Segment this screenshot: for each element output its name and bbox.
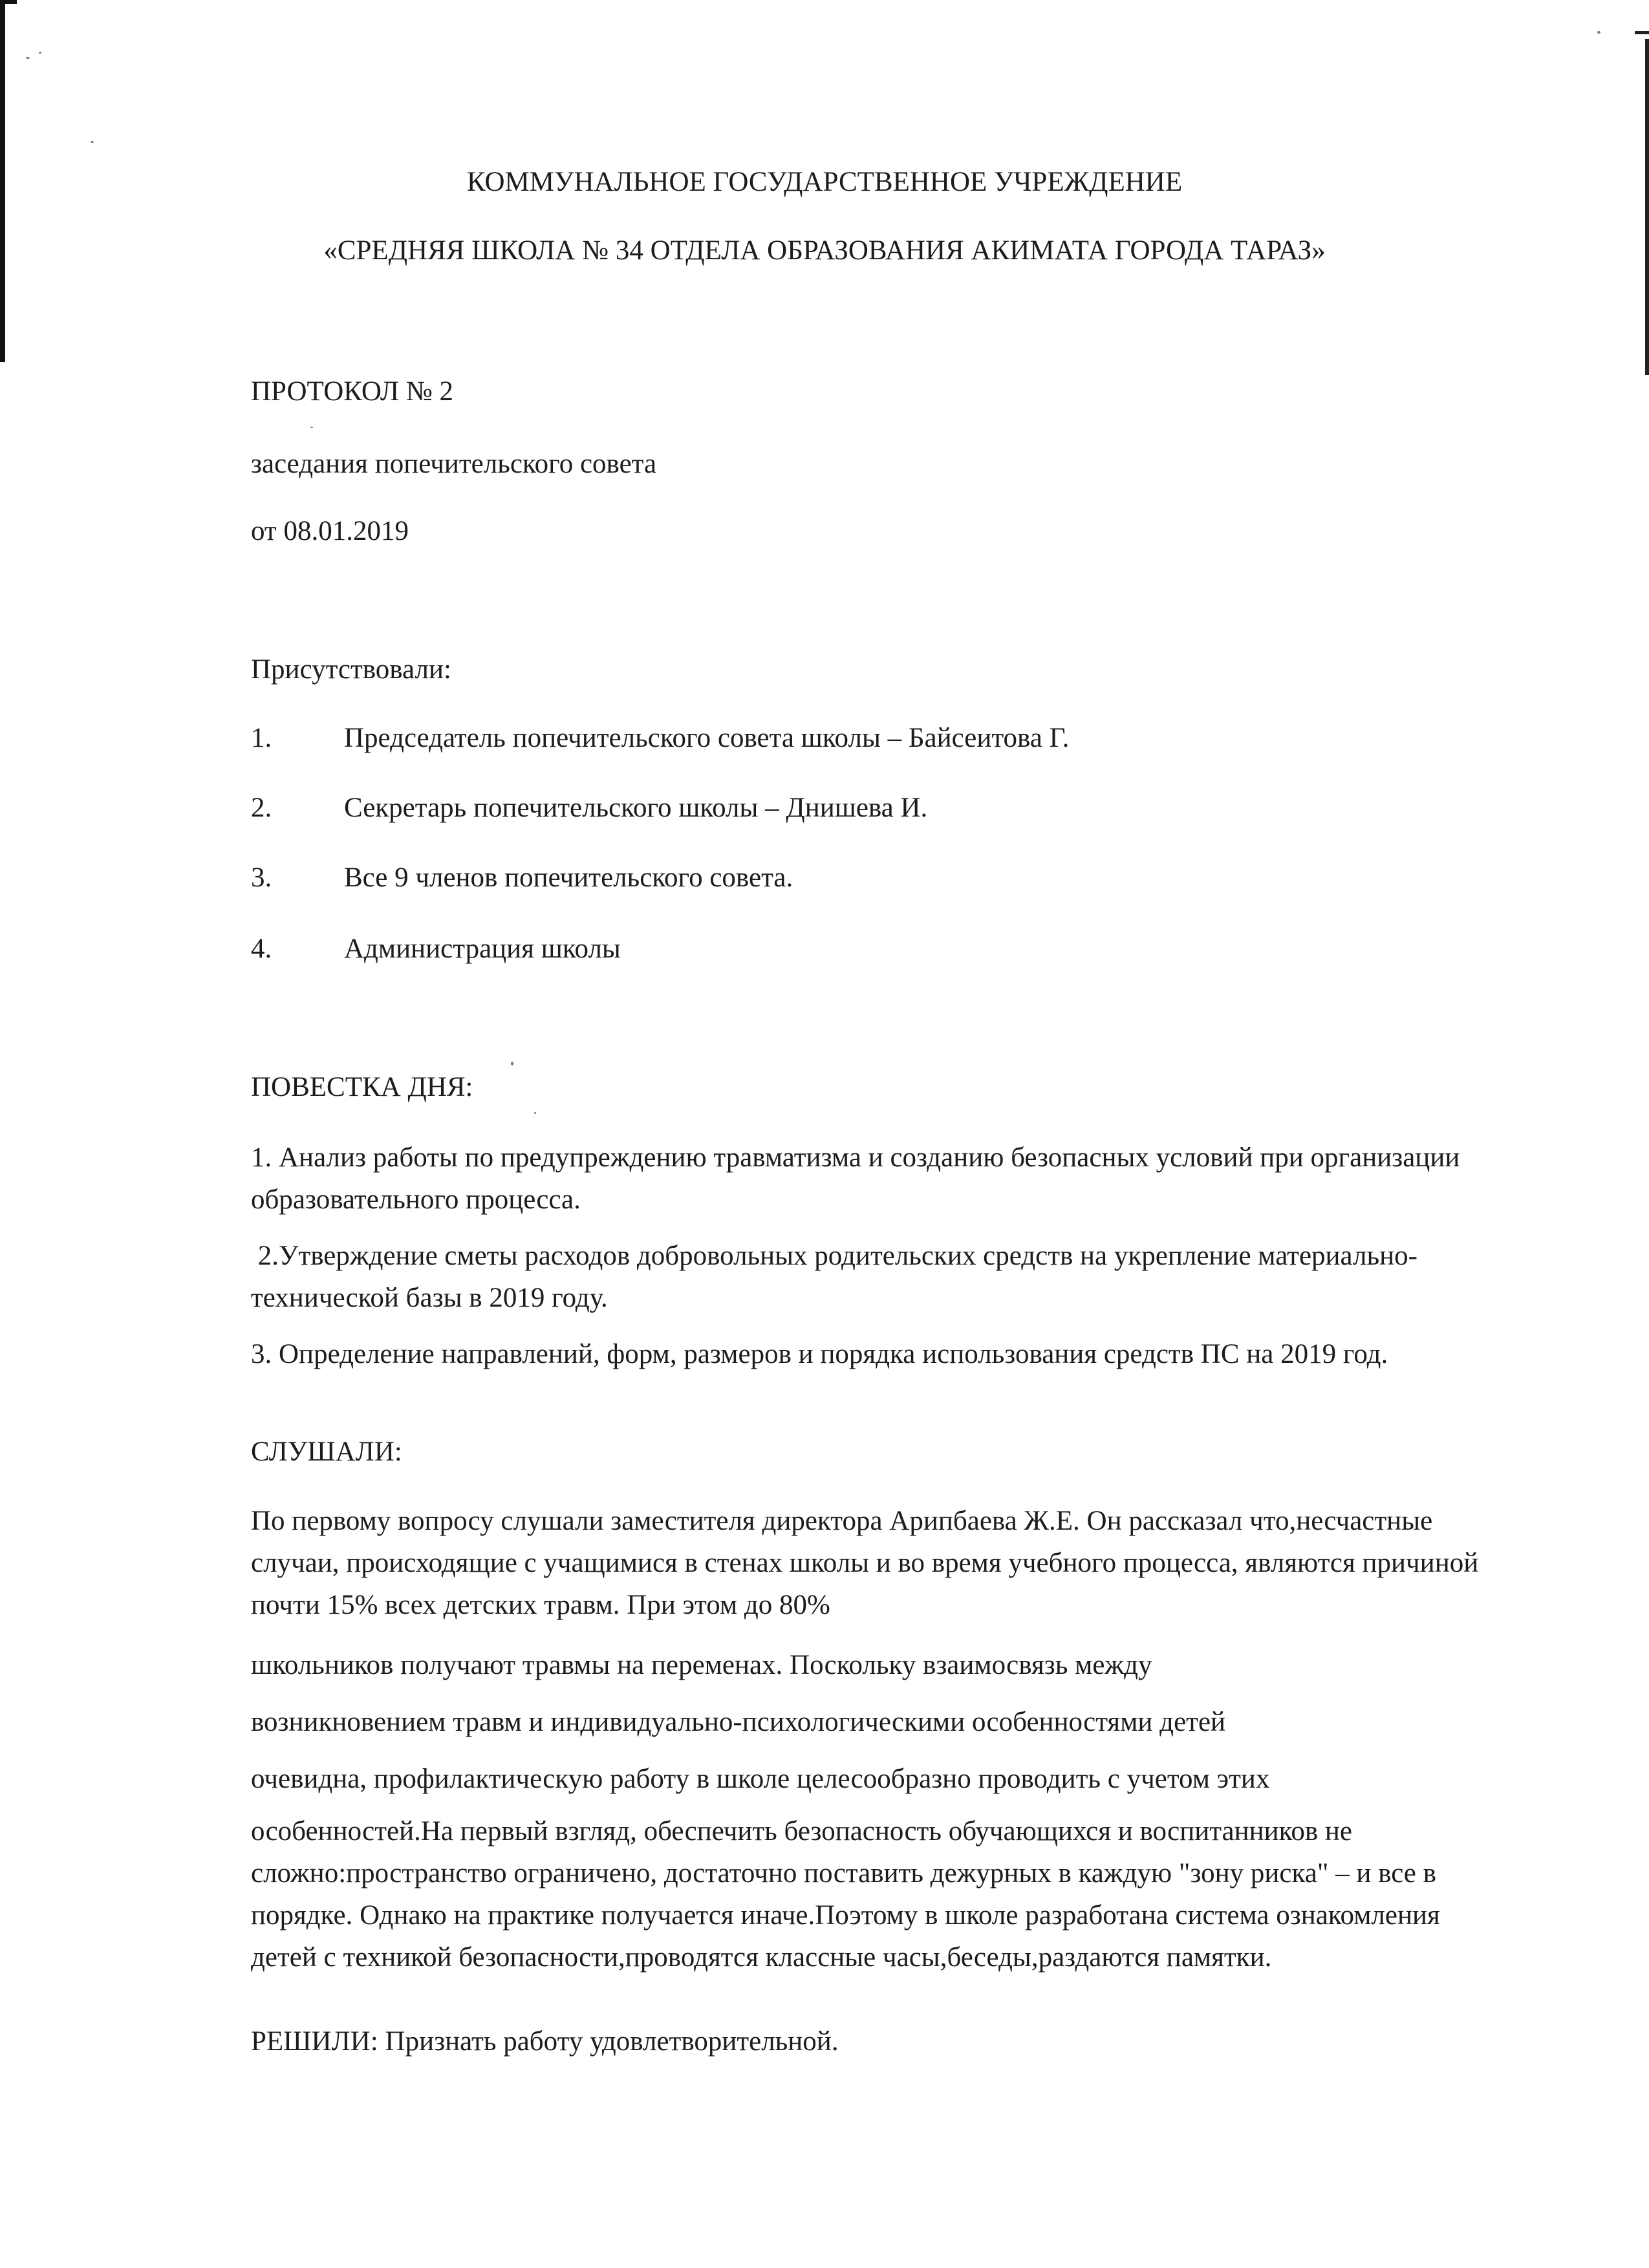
attendees-heading: Присутствовали:	[251, 654, 451, 685]
attendee-item: Администрация школы	[344, 934, 621, 964]
scan-speck	[310, 427, 313, 428]
scan-edge-right	[1645, 39, 1649, 375]
scan-speck	[534, 1112, 536, 1114]
organization-name-line2: «СРЕДНЯЯ ШКОЛА № 34 ОТДЕЛА ОБРАЗОВАНИЯ АКИМАТА ГОРОДА ТАРАЗ»	[323, 235, 1326, 266]
scan-edge-right-top	[1635, 31, 1649, 34]
scan-speck	[26, 57, 30, 59]
attendee-number: 1.	[251, 723, 272, 753]
heard-line: возникновением травм и индивидуально-психологическими особенностями детей	[251, 1707, 1226, 1737]
decision-text: РЕШИЛИ: Признать работу удовлетворительной.	[251, 2026, 839, 2057]
attendee-item: Секретарь попечительского школы – Днишева И.	[344, 793, 928, 823]
heard-paragraph-part1: По первому вопросу слушали заместителя директора Арипбаева Ж.Е. Он рассказал что,несчастные случаи, происходящие с учащимися в стенах школы и во время учебного процесса, являются причиной почти 15% всех детских травм. При этом до 80%	[251, 1506, 1479, 1620]
protocol-subtitle: заседания попечительского совета	[251, 449, 657, 479]
attendee-number: 3.	[251, 862, 272, 893]
attendee-number: 4.	[251, 934, 272, 964]
attendee-number: 2.	[251, 793, 272, 823]
heard-line: школьников получают травмы на переменах. Поскольку взаимосвязь между	[251, 1650, 1152, 1680]
protocol-title: ПРОТОКОЛ № 2	[251, 376, 454, 407]
scan-speck	[1597, 31, 1600, 34]
heard-paragraph-part2: особенностей.На первый взгляд, обеспечить безопасность обучающихся и воспитанников не сложно:пространство ограничено, достаточно поставить дежурных в каждую "зону риска" – и все в порядке. Однако на практике получается иначе.Поэтому в школе разработана система ознакомления детей с техникой безопасности,проводятся классные часы,беседы,раздаются памятки.	[251, 1816, 1440, 1973]
agenda-heading: ПОВЕСТКА ДНЯ:	[251, 1072, 473, 1102]
scan-speck	[511, 1062, 513, 1065]
organization-name-line1: КОММУНАЛЬНОЕ ГОСУДАРСТВЕННОЕ УЧРЕЖДЕНИЕ	[466, 167, 1183, 197]
agenda-item: 1. Анализ работы по предупреждению травматизма и созданию безопасных условий при организации образовательного процесса.	[251, 1142, 1460, 1215]
attendee-item: Все 9 членов попечительского совета.	[344, 862, 793, 893]
scan-edge-left-top	[0, 0, 17, 4]
scan-speck	[39, 52, 41, 54]
protocol-date: от 08.01.2019	[251, 516, 409, 546]
attendee-item: Председатель попечительского совета школы – Байсеитова Г.	[344, 723, 1070, 753]
agenda-item: 2.Утверждение сметы расходов добровольных родительских средств на укрепление материально-технической базы в 2019 году.	[251, 1241, 1417, 1313]
scan-speck	[91, 141, 94, 143]
agenda-item: 3. Определение направлений, форм, размеров и порядка использования средств ПС на 2019 год.	[251, 1339, 1388, 1369]
heard-heading: СЛУШАЛИ:	[251, 1437, 402, 1467]
heard-line: очевидна, профилактическую работу в школе целесообразно проводить с учетом этих	[251, 1764, 1270, 1794]
